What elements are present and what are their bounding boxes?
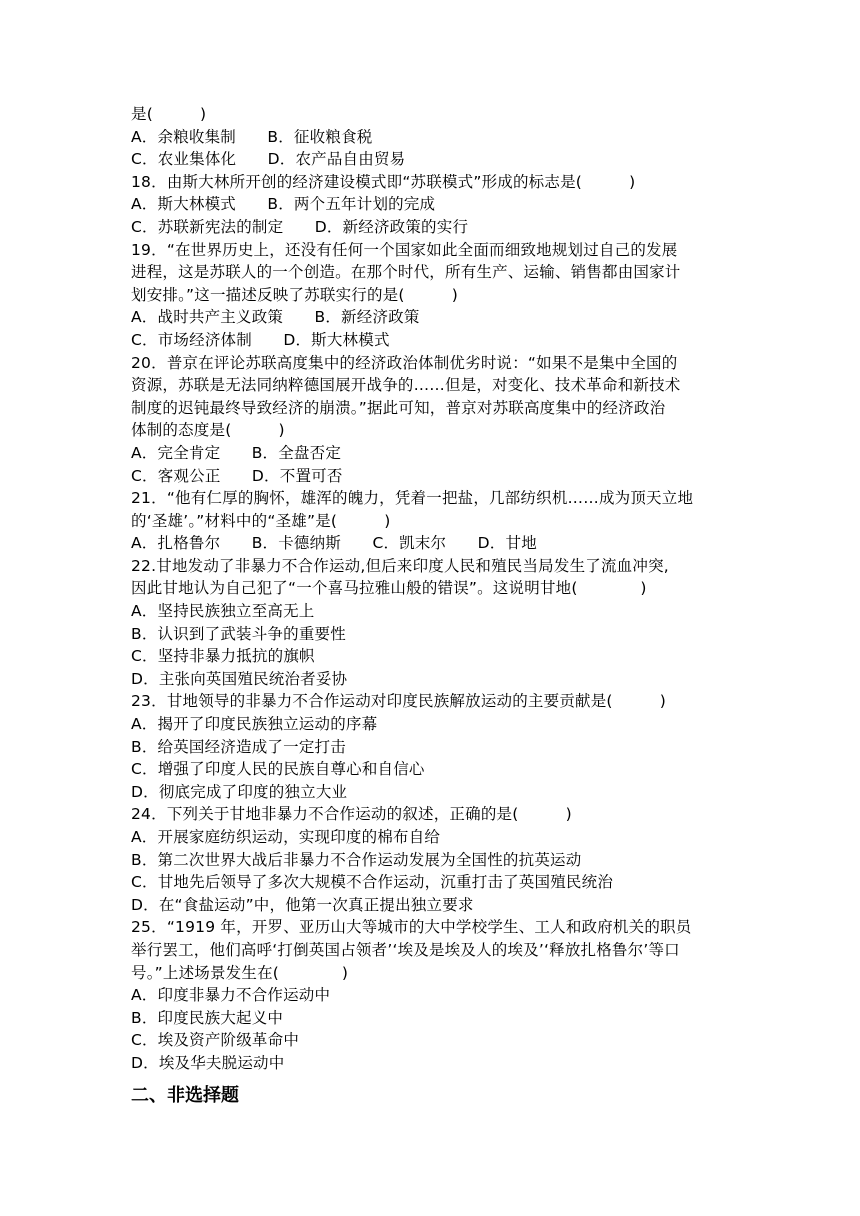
text-line: D．彻底完成了印度的独立大业	[131, 782, 348, 801]
text-line: C．坚持非暴力抵抗的旗帜	[131, 647, 315, 666]
text-line: B．给英国经济造成了一定打击	[131, 737, 346, 756]
text-line: A．扎格鲁尔 B．卡德纳斯 C．凯末尔 D．甘地	[131, 534, 537, 553]
question-22: 22.甘地发动了非暴力不合作运动,但后来印度人民和殖民当局发生了流血冲突,	[131, 556, 669, 575]
question-19: 19．“在世界历史上，还没有任何一个国家如此全面而细致地规划过自己的发展	[131, 240, 678, 259]
text-line: 举行罢工，他们高呼‘打倒英国占领者’‘埃及是埃及人的埃及’‘释放扎格鲁尔’等口	[131, 940, 680, 959]
text-line: B．认识到了武装斗争的重要性	[131, 624, 346, 643]
text-line: 因此甘地认为自己犯了“一个喜马拉雅山般的错误”。这说明甘地( )	[131, 579, 647, 598]
text-line: 体制的态度是( )	[131, 421, 285, 440]
text-line: C．甘地先后领导了多次大规模不合作运动，沉重打击了英国殖民统治	[131, 873, 614, 892]
text-line: C．市场经济体制 D．斯大林模式	[131, 330, 390, 349]
question-20: 20．普京在评论苏联高度集中的经济政治体制优劣时说：“如果不是集中全国的	[131, 353, 678, 372]
text-line: C．埃及资产阶级革命中	[131, 1031, 300, 1050]
text-line: B．第二次世界大战后非暴力不合作运动发展为全国性的抗英运动	[131, 850, 582, 869]
text-line: A．开展家庭纺织运动，实现印度的棉布自给	[131, 828, 441, 846]
text-line: 划安排。”这一描述反映了苏联实行的是( )	[131, 285, 458, 304]
text-line: 是( )	[131, 105, 207, 123]
text-line: A．余粮收集制 B．征收粮食税	[131, 127, 373, 146]
question-25: 25．“1919 年，开罗、亚历山大等城市的大中学校学生、工人和政府机关的职员	[131, 918, 692, 937]
text-line: 资源，苏联是无法同纳粹德国展开战争的……但是，对变化、技术革命和新技术	[131, 376, 681, 395]
text-line: A．完全肯定 B．全盘否定	[131, 443, 342, 462]
text-line: A．揭开了印度民族独立运动的序幕	[131, 715, 378, 734]
section-heading: 二、非选择题	[131, 1084, 239, 1106]
text-line: D．在“食盐运动”中，他第一次真正提出独立要求	[131, 895, 474, 914]
text-line: 号。”上述场景发生在( )	[131, 963, 349, 982]
question-21: 21．“他有仁厚的胸怀，雄浑的魄力，凭着一把盐，几部纺织机……成为顶天立地	[131, 489, 694, 508]
text-line: D．埃及华夫脱运动中	[131, 1053, 285, 1072]
document-page	[131, 103, 731, 1109]
question-24: 24．下列关于甘地非暴力不合作运动的叙述，正确的是( )	[131, 805, 572, 824]
text-line: A．斯大林模式 B．两个五年计划的完成	[131, 195, 436, 214]
text-line: A．战时共产主义政策 B．新经济政策	[131, 308, 420, 327]
text-line: A．印度非暴力不合作运动中	[131, 986, 331, 1005]
text-line: 制度的迟钝最终导致经济的崩溃。”据此可知，普京对苏联高度集中的经济政治	[131, 398, 666, 417]
text-line: C．客观公正 D．不置可否	[131, 466, 343, 485]
text-line: B．印度民族大起义中	[131, 1008, 284, 1027]
text-line: D．主张向英国殖民统治者妥协	[131, 669, 348, 688]
text-line: C．苏联新宪法的制定 D．新经济政策的实行	[131, 217, 469, 236]
question-18: 18．由斯大林所开创的经济建设模式即“苏联模式”形成的标志是( )	[131, 172, 636, 191]
text-line: 的‘圣雄’。”材料中的“圣雄”是( )	[131, 511, 391, 530]
question-23: 23．甘地领导的非暴力不合作运动对印度民族解放运动的主要贡献是( )	[131, 692, 667, 711]
text-line: 进程，这是苏联人的一个创造。在那个时代，所有生产、运输、销售都由国家计	[131, 263, 681, 282]
text-line: C．农业集体化 D．农产品自由贸易	[131, 150, 406, 169]
text-line: C．增强了印度人民的民族自尊心和自信心	[131, 760, 425, 779]
text-line: A．坚持民族独立至高无上	[131, 602, 315, 621]
